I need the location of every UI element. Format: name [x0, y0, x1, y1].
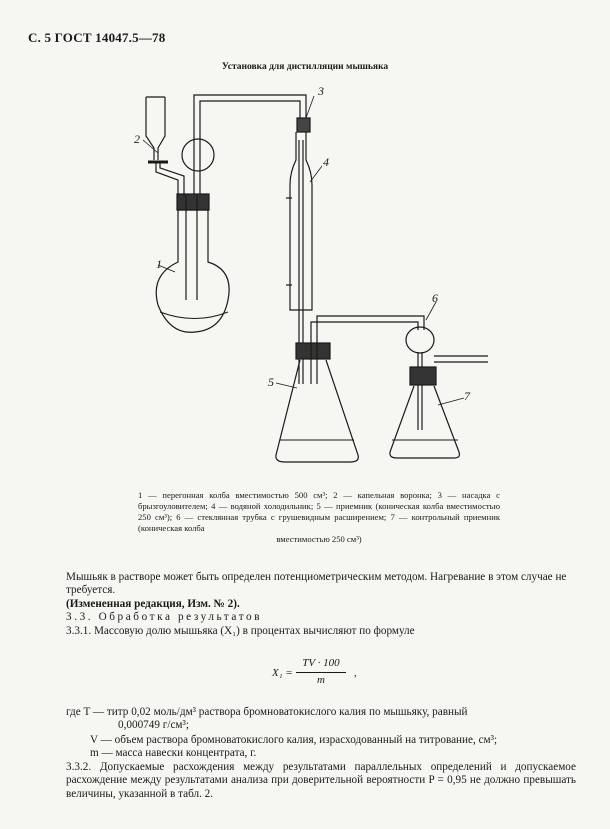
formula-lhs: X₁ =	[272, 667, 293, 679]
body-text-top	[66, 571, 576, 638]
callout-5: 5	[268, 375, 274, 389]
paragraph-potentiometric: Мышьяк в растворе может быть определен потенциометрическим методом. Нагревание в этом случае не требуется.	[66, 571, 567, 597]
where-line-v: V — объем раствора бромноватокислого калия, израсходованный на титрование, см³;	[90, 734, 498, 746]
where-line-t: где T — титр 0,02 моль/дм³ раствора бромноватокислого калия по мышьяку, равный	[66, 706, 468, 718]
paragraph-tolerance: 3.3.2. Допускаемые расхождения между результатами параллельных определений и допускаемое расхождение между результатами анализа при доверительной вероятности P = 0,95 не должно превышать величины, указанной в табл. 2.	[66, 761, 576, 800]
callout-3: 3	[318, 84, 324, 98]
dropping-funnel	[146, 97, 184, 196]
connecting-tube	[194, 95, 310, 132]
where-line-t-cont: 0,000749 г/см³;	[118, 719, 189, 731]
control-receiver-flask	[390, 356, 488, 458]
amendment-note: (Измененная редакция, Изм. № 2).	[66, 597, 240, 610]
distillation-flask	[156, 194, 229, 332]
callout-4: 4	[323, 155, 329, 169]
page-header: С. 5 ГОСТ 14047.5—78	[28, 30, 166, 45]
callout-6: 6	[432, 291, 438, 305]
callout-1: 1	[156, 257, 162, 271]
formula-denominator: m	[317, 674, 325, 686]
fraction-bar	[296, 672, 346, 673]
where-line-m: m — масса навески концентрата, г.	[90, 747, 257, 759]
caption-text: 1 — перегонная колба вместимостью 500 см³; 2 — капельная воронка; 3 — насадка с брызгоуловителем; 4 — водяной холодильник; 5 — приемник (коническая колба вместимостью 250 см³); 6 — стеклянная трубка с грушевидным расширением; 7 — контрольный приемник (коническая колба	[138, 490, 500, 533]
formula-comma: ,	[354, 667, 357, 679]
paragraph-formula-intro: 3.3.1. Массовую долю мышьяка (X₁) в процентах вычисляют по формуле	[66, 624, 415, 637]
caption-end: вместимостью 250 см³)	[276, 534, 362, 544]
splash-trap	[182, 120, 214, 194]
callout-7: 7	[464, 389, 470, 403]
section-heading: 3.3. Обработка результатов	[66, 611, 263, 624]
figure-title: Установка для дистилляции мышьяка	[221, 62, 389, 72]
callout-2: 2	[134, 132, 140, 146]
formula-numerator: TV · 100	[302, 657, 340, 669]
figure-caption	[138, 490, 500, 545]
